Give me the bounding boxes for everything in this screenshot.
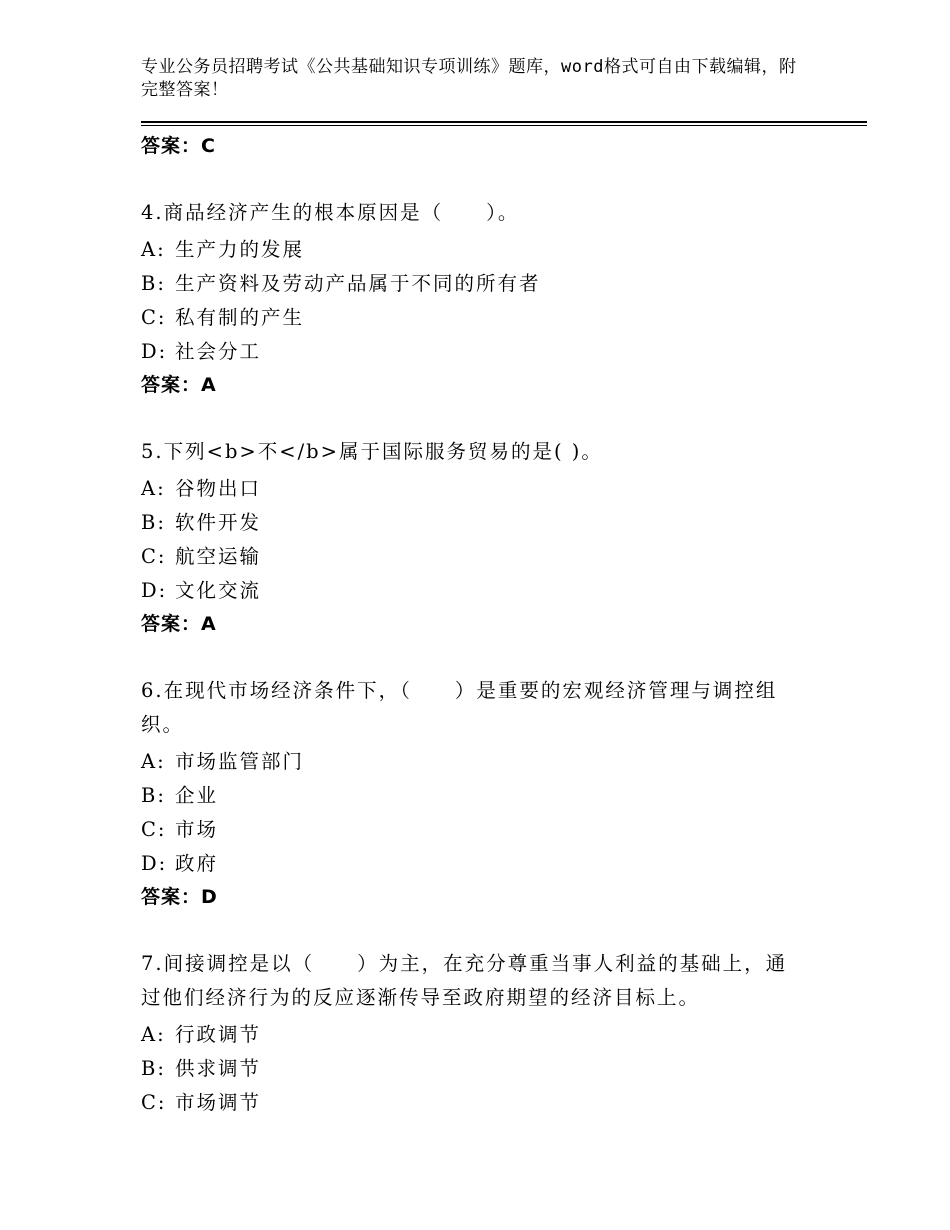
question-4-stem: 4.商品经济产生的根本原因是（ ）。: [141, 201, 520, 224]
question-7-option-c: [141, 1087, 261, 1115]
option-letter: D:: [141, 579, 168, 602]
answer-q4: 答案：A: [141, 374, 217, 396]
option-letter: C:: [141, 545, 167, 568]
answer-q6: 答案：D: [141, 886, 218, 908]
option-text: 生产力的发展: [175, 238, 305, 261]
option-letter: C:: [141, 818, 167, 841]
question-6-option-a: [141, 746, 304, 774]
question-6-option-c: [141, 814, 218, 842]
answer-q5: 答案：A: [141, 613, 217, 635]
option-text: 行政调节: [175, 1023, 262, 1046]
option-letter: B:: [141, 784, 166, 807]
option-letter: B:: [141, 511, 166, 534]
question-5-option-b: [141, 507, 261, 535]
question-4-option-c: [141, 302, 304, 330]
option-text: 市场调节: [175, 1091, 262, 1114]
option-letter: B:: [141, 1057, 166, 1080]
question-5-stem: 5.下列<b>不</b>属于国际服务贸易的是( )。: [141, 440, 603, 463]
option-text: 谷物出口: [175, 477, 262, 500]
header-rule-thin: [141, 125, 867, 126]
option-text: 软件开发: [175, 511, 262, 534]
question-7-option-a: [141, 1019, 261, 1047]
question-7-stem: 7.间接调控是以（ ）为主，在充分尊重当事人利益的基础上，通过他们经济行为的反应逐渐传导至政府期望的经济目标上。: [141, 952, 788, 1009]
option-letter: A:: [141, 750, 166, 773]
question-6-option-b: [141, 780, 218, 808]
option-text: 企业: [175, 784, 219, 807]
option-text: 社会分工: [175, 340, 262, 363]
answer-q3: 答案：C: [141, 135, 216, 157]
option-text: 政府: [175, 852, 219, 875]
question-6-option-d: [141, 848, 218, 876]
option-text: 供求调节: [175, 1057, 262, 1080]
option-letter: A:: [141, 238, 166, 261]
question-5-option-c: [141, 541, 261, 569]
question-6-stem: 6.在现代市场经济条件下，（ ）是重要的宏观经济管理与调控组织。: [141, 679, 778, 736]
question-4-option-b: [141, 268, 541, 296]
option-text: 文化交流: [175, 579, 262, 602]
option-text: 航空运输: [175, 545, 262, 568]
option-letter: D:: [141, 340, 168, 363]
question-5-option-a: [141, 473, 261, 501]
page-header: 专业公务员招聘考试《公共基础知识专项训练》题库，word格式可自由下载编辑，附完整答案！: [141, 57, 797, 100]
question-5-option-d: [141, 575, 261, 603]
option-text: 私有制的产生: [175, 306, 305, 329]
option-text: 市场: [175, 818, 219, 841]
option-letter: B:: [141, 272, 166, 295]
question-4-option-d: [141, 336, 261, 364]
option-letter: C:: [141, 306, 167, 329]
option-letter: C:: [141, 1091, 167, 1114]
question-7-option-b: [141, 1053, 261, 1081]
option-text: 生产资料及劳动产品属于不同的所有者: [175, 272, 541, 295]
question-4-option-a: [141, 234, 304, 262]
option-letter: D:: [141, 852, 168, 875]
option-letter: A:: [141, 1023, 166, 1046]
header-rule-thick: [141, 121, 867, 123]
option-letter: A:: [141, 477, 166, 500]
option-text: 市场监管部门: [175, 750, 305, 773]
